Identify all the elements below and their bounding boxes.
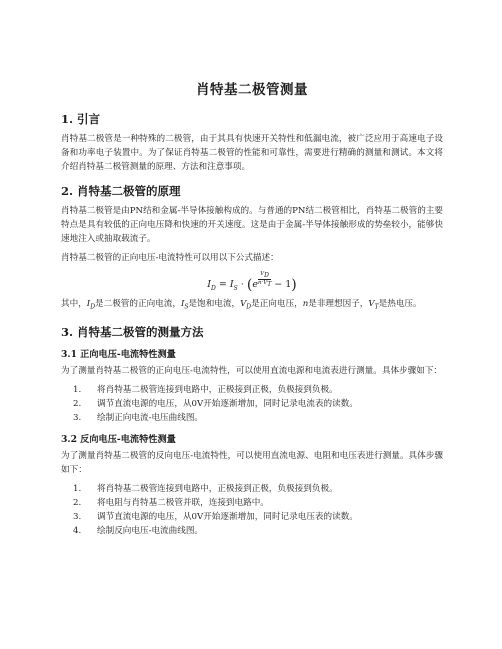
paragraph: 为了测量肖特基二极管的正向电压-电流特性，可以使用直流电源和电流表进行测量。具体步骤如下： [61,365,443,376]
section-principle [61,183,443,315]
list-item: 1. 将肖特基二极管连接到电路中，正极接到正极，负极接到负极。 [73,384,338,395]
subsection-forward [61,346,443,425]
section-measurement-methods [61,324,443,538]
document-title: 肖特基二极管测量 [196,82,308,98]
subsection-reverse [61,431,443,538]
formula-lhs: $I_D$ [207,279,216,292]
variable-definitions: 其中，$I_D$是二极管的正向电流，$I_S$是饱和电流，$V_D$是正向电压，n是非理想因子，$V_T$是热电压。 [61,299,422,311]
list-item: 4. 绘制反向电压-电流曲线图。 [73,525,204,536]
paragraph: 肖特基二极管是由PN结和金属-半导体接触构成的。与普通的PN结二极管相比，肖特基二极管的主要特点是具有较低的正向电压降和快速的开关速度。这是由于金属-半导体接触形成的势垒较小，能够快速地注入或抽取载流子。 [61,206,443,244]
paragraph: 肖特基二极管是一种特殊的二极管，由于其具有快速开关特性和低漏电流，被广泛应用于高速电子设备和功率电子装置中。为了保证肖特基二极管的性能和可靠性，需要进行精确的测量和测试。本文将介绍肖特基二极管测量的原理、方法和注意事项。 [61,134,443,172]
list-item: 3. 绘制正向电流-电压曲线图。 [73,412,204,423]
subsection-heading: 3.1 正向电压-电流特性测量 [61,348,176,360]
subsection-heading: 3.2 反向电压-电流特性测量 [61,433,176,445]
list-item: 1. 将肖特基二极管连接到电路中，正极接到正极，负极接到负极。 [73,483,338,494]
formula-exp: e $\frac{V_D}{n\cdot V_T}$ [252,271,272,291]
section-heading: 2. 肖特基二极管的原理 [61,184,181,198]
formula-is: $I_S$ [229,279,238,292]
exponent-fraction: $\frac{V_D}{n\cdot V_T}$ [257,271,272,289]
list-item: 3. 调节直流电源的电压，从0V开始逐渐增加，同时记录电压表的读数。 [73,511,358,522]
left-paren: ( [246,277,253,294]
paragraph: 肖特基二极管的正向电压-电流特性可以用以下公式描述： [61,253,279,263]
diode-equation [61,271,443,294]
section-introduction [61,111,443,174]
formula-minus-one: − 1 [274,279,292,291]
steps-list [61,482,443,538]
formula-dot: · [240,279,244,291]
right-paren: ) [291,277,297,294]
list-item: 2. 将电阻与肖特基二极管并联，连接到电路中。 [73,497,269,508]
section-heading: 3. 肖特基二极管的测量方法 [61,324,204,339]
list-item: 2. 调节直流电源的电压，从0V开始逐渐增加，同时记录电流表的读数。 [73,398,358,409]
formula-equals: = [218,279,227,291]
document-body [61,78,443,542]
steps-list [61,383,443,425]
section-heading: 1. 引言 [61,112,101,126]
paragraph: 为了测量肖特基二极管的反向电压-电流特性，可以使用直流电源、电阻和电压表进行测量。具体步骤如下： [61,450,443,475]
